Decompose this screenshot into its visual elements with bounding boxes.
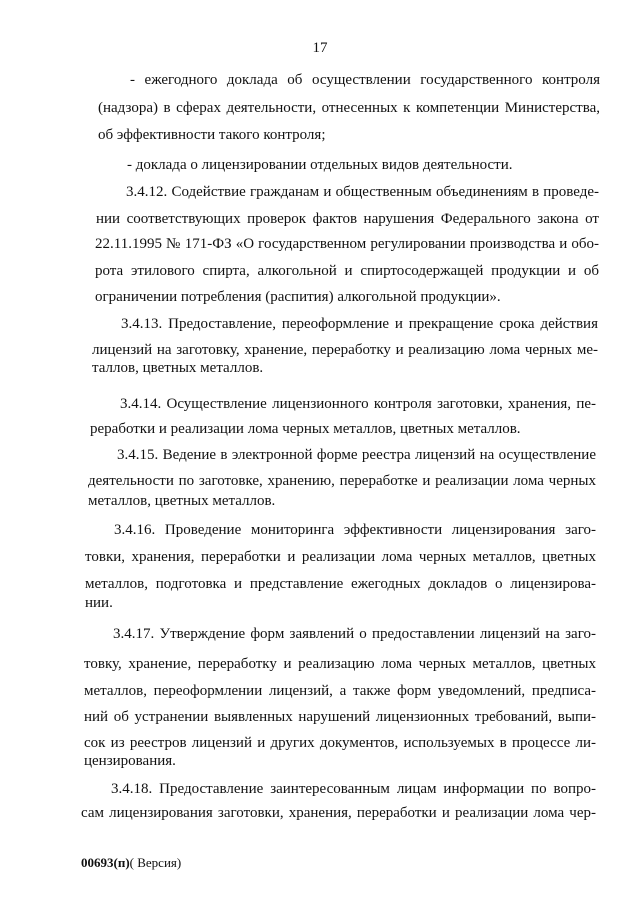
text-line: 3.4.17. Утверждение форм заявлений о предоставлении лицензий на заго- xyxy=(113,626,596,642)
text-line: реработки и реализации лома черных металлов, цветных металлов. xyxy=(90,421,521,437)
text-line: металлов, переоформлении лицензий, а также форм уведомлений, предписа- xyxy=(84,683,596,699)
text-line: товку, хранение, переработку и реализацию лома черных металлов, цветных xyxy=(84,656,596,672)
text-line: 3.4.18. Предоставление заинтересованным лицам информации по вопро- xyxy=(111,781,596,797)
text-line: сам лицензирования заготовки, хранения, переработки и реализации лома чер- xyxy=(81,805,596,821)
text-line: рота этилового спирта, алкогольной и спиртосодержащей продукции и об xyxy=(95,263,599,279)
text-line: 22.11.1995 № 171-ФЗ «О государственном регулировании производства и обо- xyxy=(95,236,599,252)
text-line: 3.4.16. Проведение мониторинга эффективности лицензирования заго- xyxy=(114,522,596,538)
text-line: 3.4.14. Осуществление лицензионного контроля заготовки, хранения, пе- xyxy=(120,396,596,412)
document-version: ( Версия) xyxy=(129,855,182,870)
document-footer xyxy=(81,855,181,871)
text-line: нии. xyxy=(85,595,113,611)
text-line: 3.4.12. Содействие гражданам и общественным объединениям в проведе- xyxy=(126,184,599,200)
document-code: 00693(п) xyxy=(81,855,130,870)
text-line: ний об устранении выявленных нарушений лицензионных требований, выпи- xyxy=(84,709,596,725)
page-number: 17 xyxy=(312,40,328,56)
text-line: - ежегодного доклада об осуществлении государственного контроля xyxy=(130,72,600,88)
text-line: деятельности по заготовке, хранению, переработке и реализации лома черных xyxy=(88,473,596,489)
text-line: таллов, цветных металлов. xyxy=(92,360,264,376)
text-line: - доклада о лицензировании отдельных видов деятельности. xyxy=(127,157,513,173)
text-line: об эффективности такого контроля; xyxy=(98,127,326,143)
text-line: металлов, цветных металлов. xyxy=(88,493,276,509)
text-line: товки, хранения, переработки и реализации лома черных металлов, цветных xyxy=(85,549,596,565)
text-line: металлов, подготовка и представление ежегодных докладов о лицензирова- xyxy=(85,576,596,592)
text-line: сок из реестров лицензий и других документов, используемых в процессе ли- xyxy=(84,735,596,751)
text-line: 3.4.15. Ведение в электронной форме реестра лицензий на осуществление xyxy=(117,447,596,463)
text-line: цензирования. xyxy=(84,753,176,769)
text-line: ограничении потребления (распития) алкогольной продукции». xyxy=(95,289,501,305)
text-line: (надзора) в сферах деятельности, отнесенных к компетенции Министерства, xyxy=(98,100,600,116)
text-line: лицензий на заготовку, хранение, переработку и реализацию лома черных ме- xyxy=(92,342,598,358)
text-line: нии соответствующих проверок фактов нарушения Федерального закона от xyxy=(96,211,599,227)
text-line: 3.4.13. Предоставление, переоформление и прекращение срока действия xyxy=(121,316,598,332)
